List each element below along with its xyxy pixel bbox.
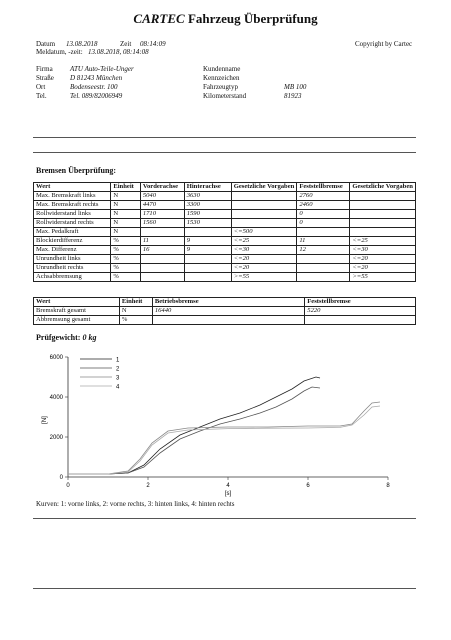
table-cell: Unrundheit rechts <box>34 264 111 273</box>
table-cell: >=55 <box>350 273 416 282</box>
x-tick-label: 4 <box>226 483 230 489</box>
brakes-header-cell: Hinterachse <box>184 183 231 192</box>
fahrzeugtyp-label: Fahrzeugtyp <box>203 83 238 91</box>
table-cell: Bremskraft gesamt <box>34 307 120 316</box>
table-cell: Rollwiderstand links <box>34 210 111 219</box>
table-cell: 9 <box>184 246 231 255</box>
table-cell: % <box>111 273 141 282</box>
table-cell: Rollwiderstand rechts <box>34 219 111 228</box>
legend-label: 3 <box>116 375 120 382</box>
table-cell: <=25 <box>231 237 297 246</box>
series-line-2 <box>68 384 320 474</box>
table-cell: % <box>111 255 141 264</box>
table-cell: <=30 <box>350 246 416 255</box>
y-tick-label: 4000 <box>49 395 63 401</box>
table-cell: 2460 <box>297 201 350 210</box>
table-cell: 11 <box>140 237 184 246</box>
table-cell: 4470 <box>140 201 184 210</box>
kilometerstand-value: 81923 <box>284 92 302 100</box>
table-cell: N <box>111 219 141 228</box>
table-cell: <=30 <box>231 246 297 255</box>
table-cell: 0 <box>297 219 350 228</box>
brakes-header-cell: Vorderachse <box>140 183 184 192</box>
table-cell: 11 <box>297 237 350 246</box>
brakes-header-cell: Gesetzliche Vorgaben <box>231 183 297 192</box>
table-cell: 12 <box>297 246 350 255</box>
table-cell: Max. Bremskraft links <box>34 192 111 201</box>
table-cell: 2760 <box>297 192 350 201</box>
total-header-cell: Einheit <box>119 298 152 307</box>
x-tick-label: 6 <box>306 483 310 489</box>
x-axis-label: [s] <box>224 491 232 497</box>
pruefgewicht-label: Prüfgewicht: <box>36 333 81 342</box>
table-cell: Max. Differenz <box>34 246 111 255</box>
fahrzeugtyp-value: MB 100 <box>284 83 307 91</box>
brand-name: CARTEC <box>133 11 185 26</box>
table-cell: N <box>111 192 141 201</box>
brakes-header-cell: Einheit <box>111 183 141 192</box>
table-cell: 5220 <box>305 307 416 316</box>
table-cell: 1710 <box>140 210 184 219</box>
y-tick-label: 0 <box>59 475 63 481</box>
table-cell: <=20 <box>350 264 416 273</box>
x-tick-label: 0 <box>66 483 70 489</box>
brakes-header-cell: Wert <box>34 183 111 192</box>
datum-label: Datum <box>36 40 56 48</box>
y-tick-label: 6000 <box>49 355 63 361</box>
table-cell: % <box>111 264 141 273</box>
table-cell: <=20 <box>231 264 297 273</box>
table-cell: Achsabbremsung <box>34 273 111 282</box>
total-header-cell: Wert <box>34 298 120 307</box>
brakes-heading: Bremsen Überprüfung: <box>36 166 117 175</box>
table-cell: N <box>119 307 152 316</box>
brakes-header-cell: Gesetzliche Vorgaben <box>350 183 416 192</box>
table-cell: 3300 <box>184 201 231 210</box>
table-cell: N <box>111 228 141 237</box>
firma-value: ATU Auto-Teile-Unger <box>70 65 134 73</box>
strasse-value: D 81243 München <box>70 74 123 82</box>
kilometerstand-label: Kilometerstand <box>203 92 247 100</box>
table-cell: % <box>119 316 152 325</box>
table-cell: 9 <box>184 237 231 246</box>
strasse-label: Straße <box>36 74 54 82</box>
separator-line <box>33 588 416 589</box>
copyright: Copyright by Cartec <box>355 40 413 48</box>
legend-label: 1 <box>116 357 120 364</box>
total-header-cell: Feststellbremse <box>305 298 416 307</box>
series-line-4 <box>68 406 380 474</box>
table-cell: <=500 <box>231 228 297 237</box>
table-cell: N <box>111 210 141 219</box>
table-cell: 16 <box>140 246 184 255</box>
table-cell: 5040 <box>140 192 184 201</box>
zeit-value: 08:14:09 <box>140 40 166 48</box>
table-cell: <=20 <box>231 255 297 264</box>
series-line-3 <box>68 402 380 474</box>
datum-value: 13.08.2018 <box>66 40 98 48</box>
table-cell: 1590 <box>184 210 231 219</box>
kundenname-label: Kundenname <box>203 65 241 73</box>
table-cell: 1560 <box>140 219 184 228</box>
x-tick-label: 2 <box>146 483 150 489</box>
melddatum-label: Meldatum, -zeit: <box>36 48 83 56</box>
table-cell: Unrundheit links <box>34 255 111 264</box>
legend-label: 4 <box>116 384 120 391</box>
series-line-1 <box>68 377 320 474</box>
title-text: Fahrzeug Überprüfung <box>187 11 318 26</box>
zeit-label: Zeit <box>120 40 132 48</box>
table-cell: 0 <box>297 210 350 219</box>
x-tick-label: 8 <box>386 483 390 489</box>
table-cell: % <box>111 237 141 246</box>
ort-value: Bodenseestr. 100 <box>70 83 118 91</box>
table-cell: Abbremsung gesamt <box>34 316 120 325</box>
total-header-cell: Betriebsbremse <box>152 298 304 307</box>
table-cell: 1530 <box>184 219 231 228</box>
ort-label: Ort <box>36 83 46 91</box>
table-cell: 3630 <box>184 192 231 201</box>
table-cell: <=25 <box>350 237 416 246</box>
table-cell: >=55 <box>231 273 297 282</box>
kennzeichen-label: Kennzeichen <box>203 74 240 82</box>
tel-value: Tel. 089/82006949 <box>70 92 123 100</box>
table-cell: Blockierdifferenz <box>34 237 111 246</box>
table-cell: 16440 <box>152 307 304 316</box>
separator-line <box>33 518 416 519</box>
tel-label: Tel. <box>36 92 47 100</box>
table-cell: <=20 <box>350 255 416 264</box>
table-cell: Max. Pedalkraft <box>34 228 111 237</box>
y-axis-label: [N] <box>42 416 48 424</box>
brakes-header-cell: Feststellbremse <box>297 183 350 192</box>
table-cell: Max. Bremskraft rechts <box>34 201 111 210</box>
table-cell: % <box>111 246 141 255</box>
pruefgewicht-value: 0 kg <box>82 333 97 342</box>
chart-caption: Kurven: 1: vorne links, 2: vorne rechts, 3: hinten links, 4: hinten rechts <box>36 500 235 508</box>
y-tick-label: 2000 <box>49 435 63 441</box>
table-cell: N <box>111 201 141 210</box>
firma-label: Firma <box>36 65 53 73</box>
melddatum-value: 13.08.2018, 08:14:08 <box>88 48 149 56</box>
legend-label: 2 <box>116 366 120 373</box>
